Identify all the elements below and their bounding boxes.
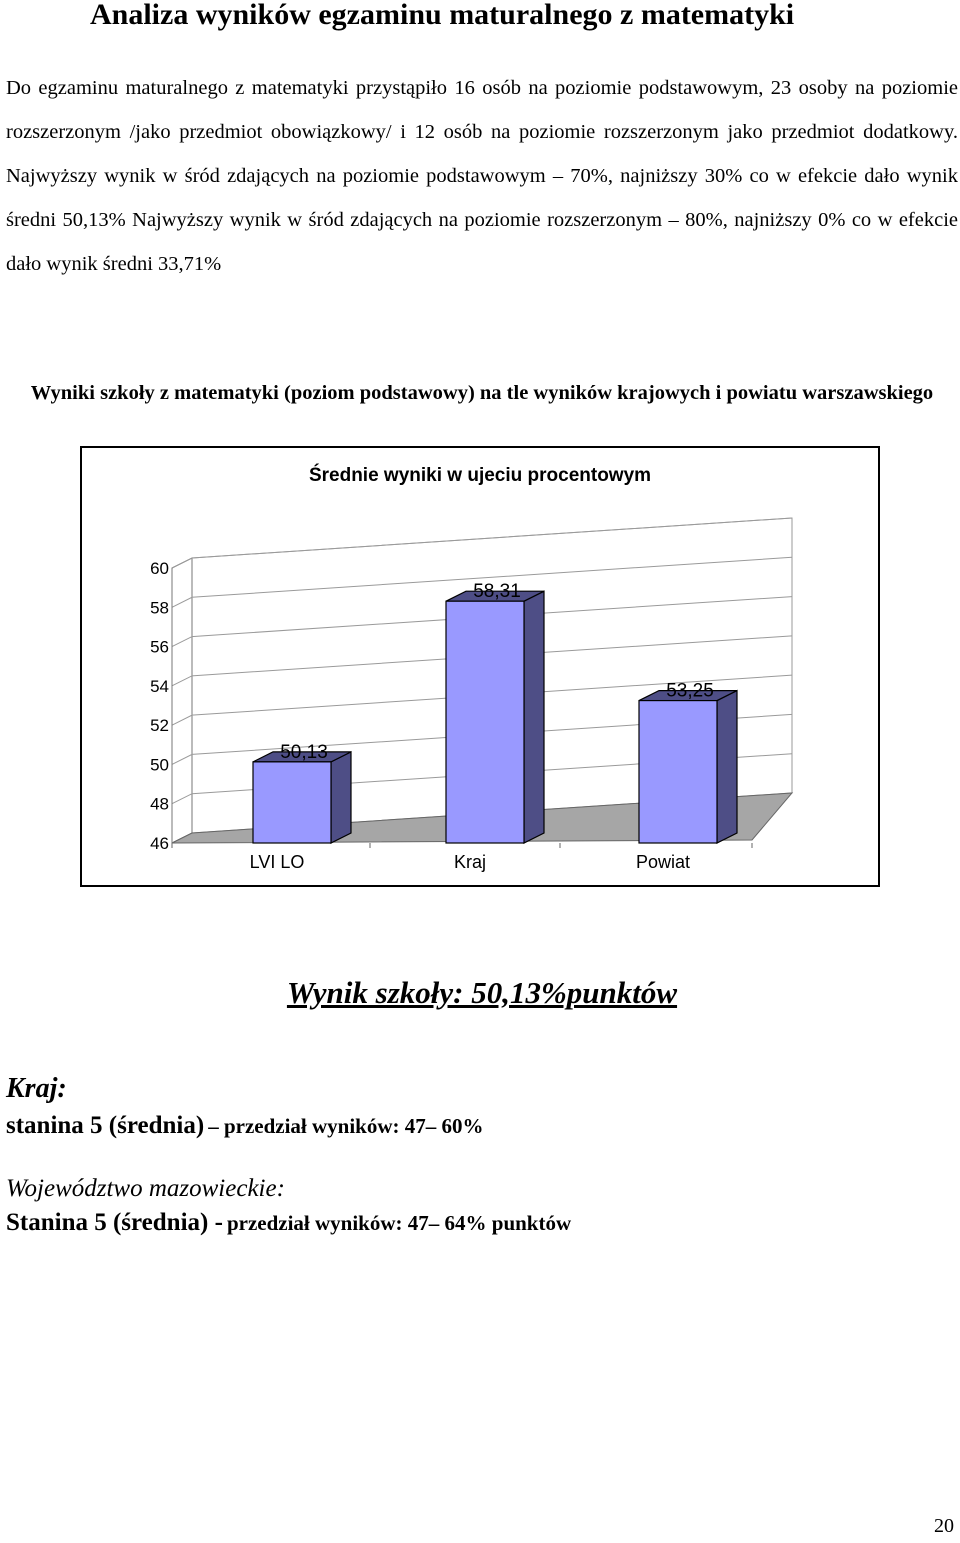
bar-side [331,752,351,843]
wojewodztwo-stanine: Stanina 5 (średnia) - [6,1209,223,1236]
wojewodztwo-range: przedział wyników: 47– 64% punktów [226,1211,572,1235]
x-category-label: LVI LO [249,852,305,872]
x-category-label: Kraj [453,852,487,872]
bar-side [717,691,737,843]
bar-1 [446,581,544,843]
page-number: 20 [934,1515,954,1537]
chart-side-wall [172,558,192,843]
bar-front [639,701,717,843]
y-tick-label: 48 [150,794,169,814]
bar-front [446,601,524,843]
bar-value-label: 58,31 [473,581,521,603]
chart-heading: Wyniki szkoły z matematyki (poziom podstawowy) na tle wyników krajowych i powiatu warszawskiego [30,382,934,404]
bar-side [524,591,544,843]
y-tick-label: 58 [150,598,169,618]
x-axis-labels [172,843,752,872]
bar-chart [82,448,878,885]
page-title: Analiza wyników egzaminu maturalnego z matematyki [90,0,795,31]
wojewodztwo-label: Województwo mazowieckie: [6,1175,285,1202]
bar-front [253,762,331,843]
kraj-label: Kraj: [6,1073,67,1104]
bar-0 [253,742,351,843]
kraj-stanine: stanina 5 (średnia) [6,1112,205,1139]
y-tick-label: 50 [150,755,169,775]
chart-title: Średnie wyniki w ujeciu procentowym [308,465,652,486]
bar-2 [639,681,737,843]
kraj-stanine-line [6,1112,484,1140]
y-axis-ticks [150,559,169,853]
y-tick-label: 46 [150,834,169,853]
y-tick-label: 54 [150,676,169,696]
wojewodztwo-stanine-line [6,1209,571,1237]
bar-value-label: 53,25 [666,680,714,702]
chart-frame [80,446,880,887]
y-tick-label: 52 [150,716,169,736]
intro-paragraph: Do egzaminu maturalnego z matematyki przystąpiło 16 osób na poziomie podstawowym, 23 osoby na poziomie rozszerzonym /jako przedmiot obowiązkowy/ i 12 osób na poziomie rozszerzonym jako przedmiot dodatkowy. Najwyższy wynik w śród zdających na poziomie podstawowym – 70%, najniższy 30% co w efekcie dało wynik średni 50,13% Najwyższy wynik w śród zdających na poziomie rozszerzonym – 80%, najniższy 0% co w efekcie dało wynik średni 33,71% [6,77,958,275]
bar-value-label: 50,13 [280,741,328,763]
y-tick-label: 60 [150,559,169,578]
school-result: Wynik szkoły: 50,13%punktów [286,975,678,1010]
y-tick-label: 56 [150,637,169,657]
kraj-range: – przedział wyników: 47– 60% [208,1114,484,1138]
x-category-label: Powiat [635,852,691,872]
